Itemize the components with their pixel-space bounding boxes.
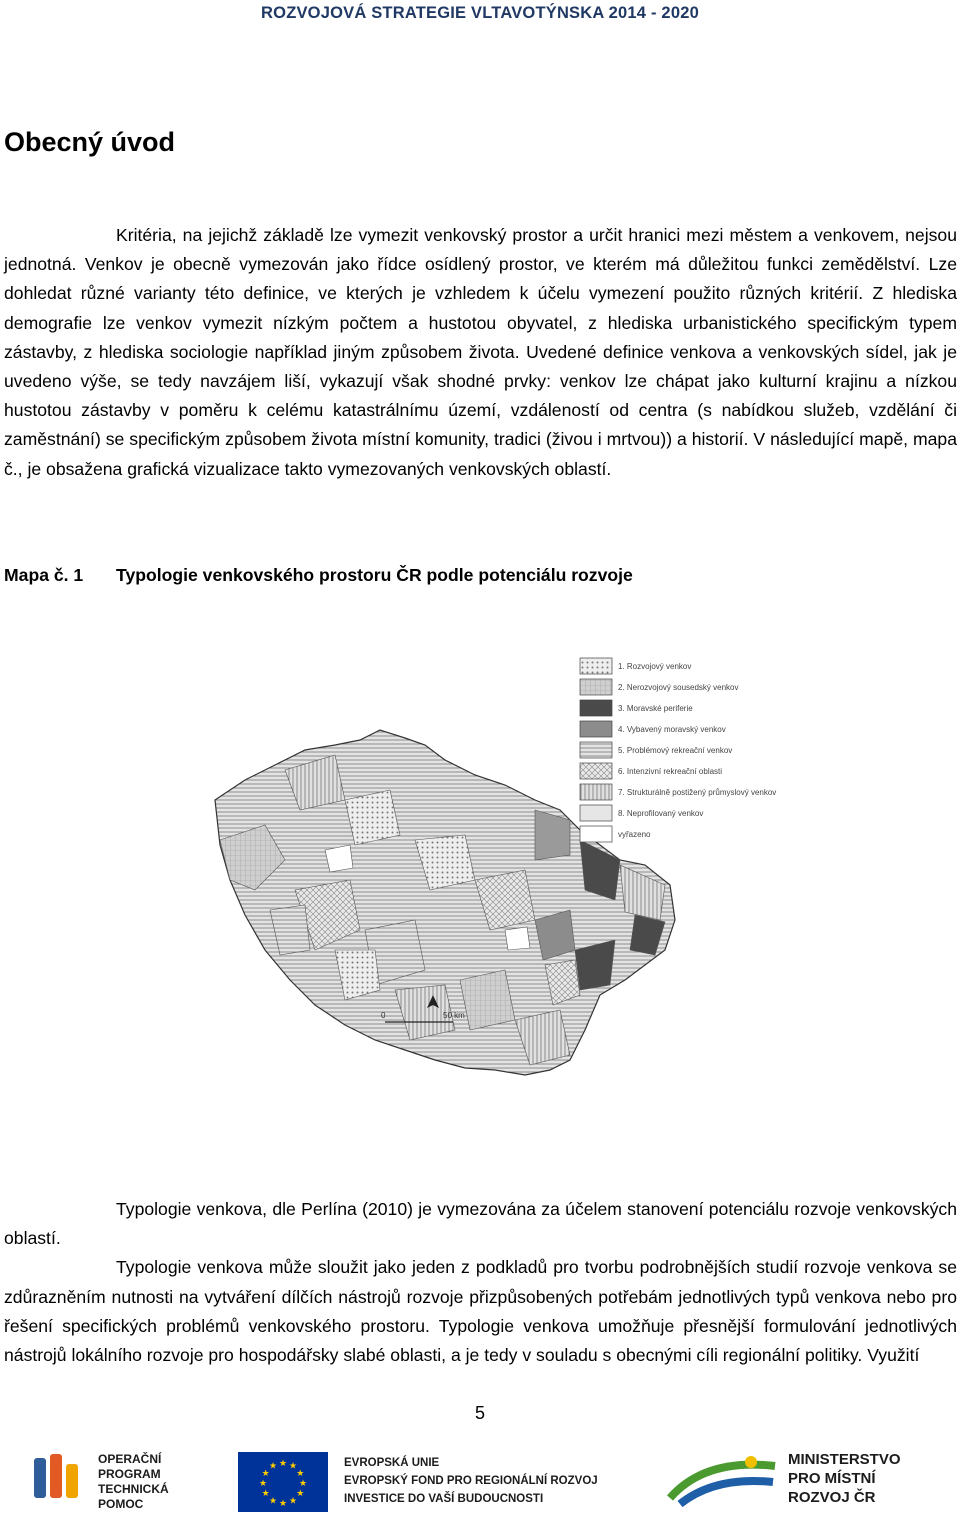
optp-logo: [30, 1450, 90, 1510]
eu-star-icon: ★: [278, 1498, 288, 1508]
eu-star-icon: ★: [298, 1478, 308, 1488]
legend-swatch: [580, 742, 612, 758]
map-caption: [4, 565, 633, 586]
eu-star-icon: ★: [278, 1458, 288, 1468]
document-header: ROZVOJOVÁ STRATEGIE VLTAVOTÝNSKA 2014 - 2020: [261, 4, 699, 22]
eu-star-icon: ★: [268, 1495, 278, 1506]
mmr-text: MINISTERSTVO PRO MÍSTNÍ ROZVOJ ČR: [788, 1451, 901, 1506]
page-number: 5: [474, 1403, 485, 1423]
legend-label: 3. Moravské periferie: [618, 704, 693, 713]
optp-text: OPERAČNÍ PROGRAM TECHNICKÁ POMOC: [98, 1452, 169, 1511]
eu-star-icon: ★: [261, 1468, 270, 1478]
eu-star-icon: ★: [258, 1478, 268, 1488]
mmr-logo: [665, 1448, 780, 1512]
legend-swatch: [580, 763, 612, 779]
intro-paragraph: [4, 221, 957, 484]
eu-flag-icon: [238, 1452, 328, 1512]
legend-swatch: [580, 721, 612, 737]
legend-swatch: [580, 826, 612, 842]
legend-label: 7. Strukturálně postižený průmyslový venkov: [618, 788, 777, 797]
scale-zero: 0: [381, 1011, 386, 1020]
scale-label: 50 km: [443, 1011, 465, 1020]
typology-paragraph-text: Typologie venkova, dle Perlína (2010) je vymezována za účelem stanovení potenciálu rozvoje venkovských oblastí.: [4, 1199, 957, 1249]
legend-swatch: [580, 700, 612, 716]
legend-swatch: [580, 784, 612, 800]
map-caption-title: Typologie venkovského prostoru ČR podle potenciálu rozvoje: [116, 565, 633, 585]
typology-paragraph: [4, 1195, 957, 1370]
eu-star-icon: ★: [288, 1460, 298, 1471]
eu-star-icon: ★: [288, 1495, 298, 1506]
eu-star-icon: ★: [261, 1488, 270, 1498]
usage-paragraph-text: Typologie venkova může sloužit jako jeden z podkladů pro tvorbu podrobnějších studií rozvoje venkova se zdůrazněním nutnosti na vytváření dílčích nástrojů rozvoje přizpůsobených potřebám jednotlivých typů venkova nebo pro řešení specifických problémů venkovského prostoru. Typologie venkova umožňuje přesnější formulování jednotlivých nástrojů lokálního rozvoje pro hospodářsky slabé oblasti, a je tedy v souladu s obecnými cíli regionální politiky. Využití: [4, 1257, 957, 1366]
eu-text: EVROPSKÁ UNIE EVROPSKÝ FOND PRO REGIONÁLNÍ ROZVOJ INVESTICE DO VAŠÍ BUDOUCNOSTI: [344, 1457, 598, 1505]
legend-label: 4. Vybavený moravský venkov: [618, 725, 726, 734]
map-caption-label: Mapa č. 1: [4, 565, 84, 585]
eu-star-icon: ★: [296, 1468, 305, 1478]
legend-label: 5. Problémový rekreační venkov: [618, 746, 733, 755]
legend-label: 8. Neprofilovaný venkov: [618, 809, 704, 818]
legend-swatch: [580, 805, 612, 821]
eu-star-icon: ★: [268, 1460, 278, 1471]
legend-label: 2. Nerozvojový sousedský venkov: [618, 683, 739, 692]
section-heading: Obecný úvod: [4, 127, 176, 157]
legend-label: vyřazeno: [618, 830, 651, 839]
eu-star-icon: ★: [296, 1488, 305, 1498]
map-legend: [580, 658, 776, 842]
intro-paragraph-text: Kritéria, na jejichž základě lze vymezit venkovský prostor a určit hranici mezi městem a venkovem, nejsou jednotná. Venkov je obecně vymezován jako řídce osídlený prostor, ve kterém má důležitou funkci zemědělství. Lze dohledat různé varianty této definice, ve kterých je vzhledem k účelu vymezení použito různých kritérií. Z hlediska demografie lze venkov vymezit nízkým počtem a hustotou obyvatel, z hlediska urbanistického specifickým typem zástavby, z hlediska sociologie například jiným způsobem života. Uvedené definice venkova a venkovských sídel, jak je uvedeno výše, se tedy navzájem liší, vykazují však shodné prvky: venkov lze chápat jako kulturní krajinu a nízkou hustotou zástavby v poměru k celému katastrálnímu území, vzdáleností od centra (s nabídkou služeb, vzdělání či zaměstnání) se specifickým způsobem života místní komunity, tradici (živou i mrtvou)) a historií. V následující mapě, mapa č., je obsažena grafická vizualizace takto vymezovaných venkovských oblastí.: [4, 225, 957, 479]
legend-swatch: [580, 658, 612, 674]
legend-label: 6. Intenzivní rekreační oblasti: [618, 767, 723, 776]
legend-label: 1. Rozvojový venkov: [618, 662, 692, 671]
rural-typology-map: [175, 650, 795, 1130]
legend-swatch: [580, 679, 612, 695]
footer-logos: [0, 1440, 960, 1520]
